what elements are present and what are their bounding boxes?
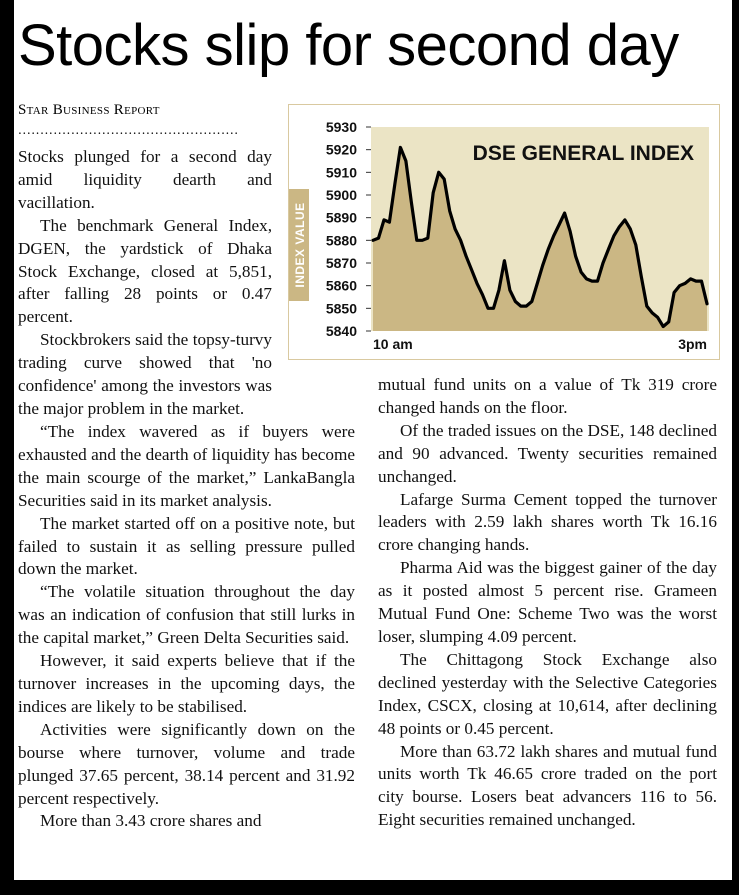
article-paragraph: Pharma Aid was the biggest gainer of the day as it posted almost 5 percent rise. Grameen Mutual Fund One: Scheme Two was the worst loser, slumping 4.09 percent. (378, 558, 717, 646)
article-paragraph: Lafarge Surma Cement topped the turnover leaders with 2.59 lakh shares worth Tk 16.16 crore changing hands. (378, 489, 717, 555)
byline-separator: .................................................. (18, 124, 239, 136)
byline: Star Business Report (18, 102, 160, 118)
y-tick-label: 5870 (325, 255, 357, 271)
y-tick-label: 5920 (325, 141, 357, 158)
article-column-right (378, 374, 717, 832)
article-paragraph: The benchmark General Index, DGEN, the yardstick of Dhaka Stock Exchange, closed at 5,851, after falling 28 points or 0.47 percent. (18, 215, 272, 327)
x-tick-label-end: 3pm (678, 336, 707, 352)
y-tick-label: 5900 (325, 187, 357, 203)
x-tick-label-start: 10 am (373, 336, 413, 352)
chart-svg (289, 105, 719, 359)
dse-index-chart (288, 104, 720, 360)
y-tick-label: 5850 (325, 300, 357, 317)
article-paragraph: More than 63.72 lakh shares and mutual fund units worth Tk 46.65 crore traded on the port city bourse. Losers beat advancers 116 to 56. Eight securities remained unchanged. (378, 741, 717, 830)
article-paragraph: However, it said experts believe that if the turnover increases in the upcoming days, the indices are likely to be stabilised. (18, 651, 355, 716)
article-paragraph: Activities were significantly down on the bourse where turnover, volume and trade plunged 37.65 percent, 38.14 percent and 31.92 percent respectively. (18, 719, 355, 808)
article-paragraph: The market started off on a positive note, but failed to sustain it as selling pressure pulled down the market. (18, 513, 355, 579)
article-paragraph: mutual fund units on a value of Tk 319 crore changed hands on the floor. (378, 375, 717, 417)
article-paragraph: More than 3.43 crore shares and (40, 811, 262, 831)
article-paragraph: Of the traded issues on the DSE, 148 declined and 90 advanced. Twenty securities remained unchanged. (378, 420, 717, 486)
y-tick-label: 5890 (325, 209, 357, 226)
article-paragraph: “The volatile situation throughout the day was an indication of confusion that still lurks in the capital market,” Green Delta Securities said. (18, 582, 355, 648)
y-tick-label: 5860 (325, 277, 357, 294)
chart-title: DSE GENERAL INDEX (472, 142, 694, 165)
newspaper-page (14, 0, 732, 880)
y-tick-label: 5880 (325, 232, 357, 249)
article-paragraph: “The index wavered as if buyers were exhausted and the dearth of liquidity has become the main scourge of the market,” LankaBangla Securities said in its market analysis. (18, 422, 355, 510)
y-tick-label: 5910 (325, 164, 357, 181)
article-column-left (18, 421, 355, 833)
article-paragraph: Stockbrokers said the topsy-turvy trading curve showed that 'no confidence' among the investors was the major problem in the market. (18, 330, 272, 418)
y-tick-label: 5840 (325, 323, 357, 339)
article-paragraph: The Chittagong Stock Exchange also declined yesterday with the Selective Categories Index, CSCX, closing at 10,614, after declining 48 points or 0.45 percent. (378, 649, 717, 738)
headline: Stocks slip for second day (18, 13, 679, 78)
y-axis-label: INDEX VALUE (293, 202, 307, 288)
article-column-left-top (18, 146, 272, 421)
y-tick-label: 5930 (325, 119, 357, 135)
article-paragraph: Stocks plunged for a second day amid liquidity dearth and vacillation. (18, 147, 272, 212)
